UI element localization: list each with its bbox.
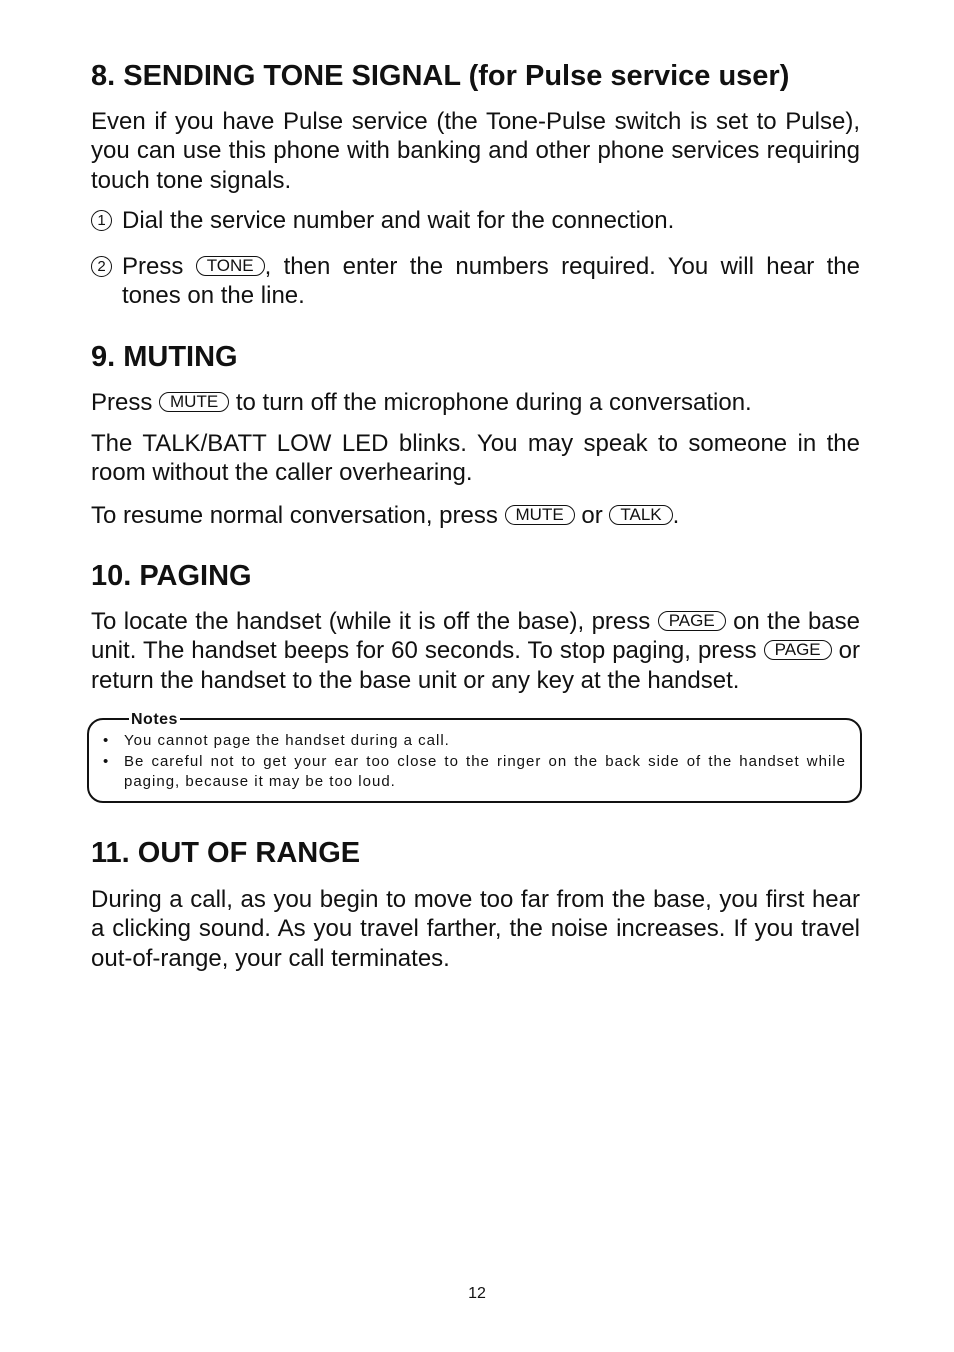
muting-p1-before: Press <box>91 389 160 416</box>
paging-p1-middle: on the base unit. The handset beeps for 60 seconds. To stop paging, press <box>91 608 861 665</box>
page-number: 12 <box>468 1285 486 1302</box>
out-of-range-paragraph: During a call, as you begin to move too far from the base, you first hear a clicking sound. As you travel farther, the noise increases. If you travel out-of-range, your call terminates. <box>91 886 860 972</box>
page-key-label: PAGE <box>764 640 832 660</box>
notes-list <box>89 731 846 793</box>
muting-p1-after: to turn off the microphone during a conversation. <box>229 389 752 416</box>
page-key-label: PAGE <box>658 611 726 631</box>
tone-intro-paragraph: Even if you have Pulse service (the Tone-Pulse switch is set to Pulse), you can use this phone with banking and other phone services requiring touch tone signals. <box>91 108 860 194</box>
muting-p3-middle: or <box>574 502 610 529</box>
notes-box <box>87 711 862 803</box>
note-text: Be careful not to get your ear too close to the ringer on the back side of the handset while paging, because it may be too loud. <box>124 752 846 790</box>
tone-step-2 <box>91 252 860 311</box>
notes-list-item <box>89 731 846 752</box>
bullet-icon: • <box>103 732 109 749</box>
muting-paragraph-1 <box>91 388 860 417</box>
note-text: You cannot page the handset during a call. <box>124 732 450 749</box>
mute-key-label: MUTE <box>159 392 229 412</box>
paging-p1-after: or return the handset to the base unit or any key at the handset. <box>91 637 860 694</box>
muting-paragraph-2: The TALK/BATT LOW LED blinks. You may speak to someone in the room without the caller overhearing. <box>91 430 860 487</box>
muting-paragraph-3 <box>91 501 860 530</box>
step-2-text-before: Press <box>122 253 196 280</box>
talk-key-label: TALK <box>609 505 672 525</box>
muting-p3-after: . <box>672 502 680 529</box>
step-2-text-after: , then enter the numbers required. You will hear the tones on the line. <box>122 253 860 310</box>
notes-list-item <box>89 752 846 793</box>
step-1-text: Dial the service number and wait for the connection. <box>122 207 675 234</box>
mute-key-label: MUTE <box>505 505 575 525</box>
notes-title: Notes <box>131 711 178 728</box>
step-number-2-circle: 2 <box>91 256 112 277</box>
step-number-1-circle: 1 <box>91 210 112 231</box>
tone-key-label: TONE <box>196 256 265 276</box>
tone-step-1 <box>91 206 860 235</box>
section-heading-paging: 10. PAGING <box>91 560 252 592</box>
section-heading-muting: 9. MUTING <box>91 341 238 373</box>
paging-p1-before: To locate the handset (while it is off the base), press <box>91 608 658 635</box>
muting-p3-before: To resume normal conversation, press <box>91 502 505 529</box>
bullet-icon: • <box>103 752 109 770</box>
paging-paragraph <box>91 607 860 695</box>
section-heading-sending-tone-signal: 8. SENDING TONE SIGNAL (for Pulse service user) <box>91 60 790 92</box>
section-heading-out-of-range: 11. OUT OF RANGE <box>91 837 361 869</box>
